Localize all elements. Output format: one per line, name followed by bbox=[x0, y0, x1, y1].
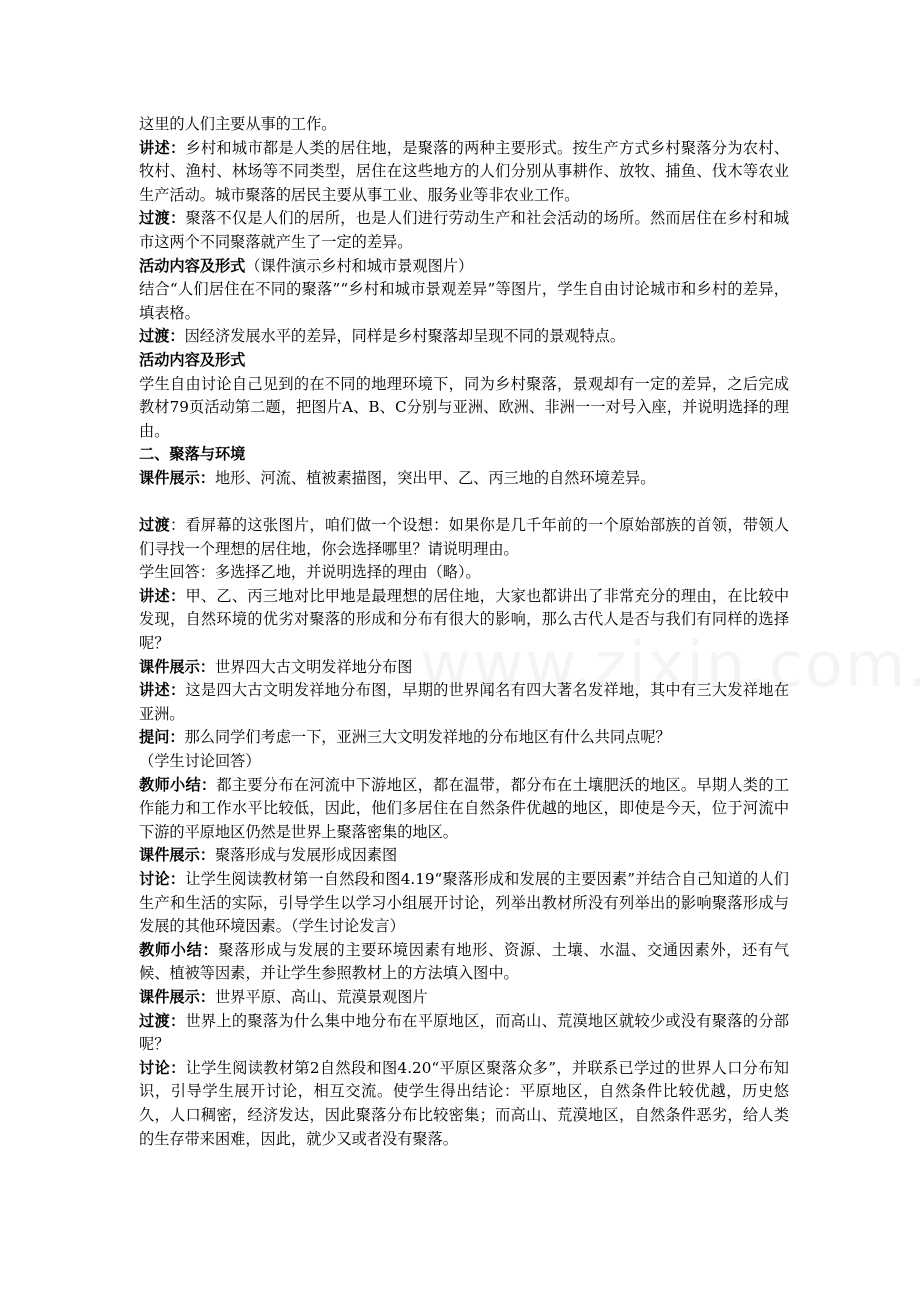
paragraph-9 bbox=[139, 467, 789, 491]
paragraph-20 bbox=[139, 868, 789, 939]
paragraph-11 bbox=[139, 514, 789, 561]
paragraph-text: 这是四大古文明发祥地分布图，早期的世界闻名有四大著名发祥地，其中有三大发祥地在亚洲。 bbox=[139, 681, 790, 723]
paragraph-label: 课件展示： bbox=[139, 987, 215, 1006]
paragraph-label: 活动内容及形式 bbox=[139, 350, 246, 369]
paragraph-0 bbox=[139, 113, 789, 137]
paragraph-label: 教师小结： bbox=[139, 940, 219, 959]
paragraph-text: 世界上的聚落为什么集中地分布在平原地区，而高山、荒漠地区就较少或没有聚落的分部呢？ bbox=[139, 1011, 790, 1054]
paragraph-label: 过渡： bbox=[139, 327, 185, 346]
paragraph-text: 让学生阅读教材第2自然段和图4.20“平原区聚落众多”，并联系已学过的世界人口分布知识，引导学生展开讨论，相互交流。使学生得出结论：平原地区，自然条件比较优越，历史悠久，人口稠密，经济发达，因此聚落分布比较密集；而高山、荒漠地区，自然条件恶劣，给人类的生存带来困难，因此，就少又或者没有聚落。 bbox=[139, 1058, 789, 1148]
paragraph-text: 结合“人们居住在不同的聚落”“乡村和城市景观差异”等图片，学生自由讨论城市和乡村的差异，填表格。 bbox=[139, 280, 789, 322]
paragraph-22 bbox=[139, 986, 789, 1010]
paragraph-label: 讲述： bbox=[139, 681, 186, 700]
paragraph-label: 讲述： bbox=[139, 586, 186, 605]
paragraph-15 bbox=[139, 679, 789, 726]
paragraph-21 bbox=[139, 939, 789, 986]
paragraph-label: 讨论： bbox=[139, 870, 186, 888]
paragraph-text: 甲、乙、丙三地对比甲地是最理想的居住地，大家也都讲出了非常充分的理由，在比较中发现，自然环境的优劣对聚落的形成和分布有很大的影响，那么古代人是否与我们有同样的选择呢？ bbox=[139, 586, 790, 653]
paragraph-text: 学生自由讨论自己见到的在不同的地理环境下，同为乡村聚落，景观却有一定的差异，之后完成教材79页活动第二题，把图片A、B、C分别与亚洲、欧洲、非洲一一对号入座，并说明选择的理由。 bbox=[139, 374, 789, 440]
paragraph-label: 提问： bbox=[139, 728, 185, 747]
paragraph-12 bbox=[139, 561, 789, 585]
paragraph-text: 因经济发展水平的差异，同样是乡村聚落却呈现不同的景观特点。 bbox=[184, 327, 625, 346]
paragraph-2 bbox=[139, 207, 789, 254]
paragraph-text: 这里的人们主要从事的工作。 bbox=[139, 115, 337, 133]
paragraph-label: 过渡： bbox=[139, 209, 186, 228]
paragraph-text: 让学生阅读教材第一自然段和图4.19“聚落形成和发展的主要因素”并结合自己知道的人们生产和生活的实际，引导学生以学习小组展开讨论，列举出教材所没有列举出的影响聚落形成与发展的其他环境因素。（学生讨论发言） bbox=[139, 870, 789, 936]
paragraph-text: 世界平原、高山、荒漠景观图片 bbox=[214, 987, 428, 1006]
paragraph-14 bbox=[139, 656, 789, 680]
paragraph-text: 世界四大古文明发祥地分布图 bbox=[214, 657, 413, 676]
paragraph-text: （学生讨论回答） bbox=[139, 752, 261, 771]
paragraph-label: 过渡 bbox=[139, 516, 170, 535]
paragraph-label: 过渡： bbox=[139, 1011, 186, 1030]
paragraph-text: 乡村和城市都是人类的居住地，是聚落的两种主要形式。按生产方式乡村聚落分为农村、牧村、渔村、林场等不同类型，居住在这些地方的人们分别从事耕作、放牧、捕鱼、伐木等农业生产活动。城市聚落的居民主要从事工业、服务业等非农业工作。 bbox=[139, 138, 790, 204]
paragraph-text: 学生回答：多选择乙地，并说明选择的理由（略）。 bbox=[139, 563, 481, 582]
paragraph-text: 聚落形成与发展的主要环境因素有地形、资源、土壤、水温、交通因素外，还有气候、植被等因素，并让学生参照教材上的方法填入图中。 bbox=[139, 940, 790, 983]
paragraph-text: 聚落不仅是人们的居所，也是人们进行劳动生产和社会活动的场所。然而居住在乡村和城市这两个不同聚落就产生了一定的差异。 bbox=[139, 209, 790, 251]
paragraph-24 bbox=[139, 1057, 789, 1151]
paragraph-text: 都主要分布在河流中下游地区，都在温带，都分布在土壤肥沃的地区。早期人类的工作能力和工作水平比较低，因此，他们多居住在自然条件优越的地区，即使是今天，位于河流中下游的平原地区仍然是世界上聚落密集的地区。 bbox=[139, 775, 790, 841]
document-body bbox=[139, 113, 789, 1151]
paragraph-label: 活动内容及形式 bbox=[139, 256, 246, 275]
paragraph-text: 聚落形成与发展形成因素图 bbox=[214, 846, 398, 865]
paragraph-3 bbox=[139, 255, 789, 279]
paragraph-label: 讲述： bbox=[139, 138, 186, 157]
paragraph-label: 课件展示： bbox=[139, 846, 215, 865]
paragraph-13 bbox=[139, 585, 789, 656]
paragraph-17 bbox=[139, 750, 789, 774]
paragraph-18 bbox=[139, 774, 789, 845]
paragraph-text: （课件演示乡村和城市景观图片） bbox=[245, 256, 474, 275]
paragraph-label: 二、聚落与环境 bbox=[139, 445, 246, 464]
section-heading bbox=[139, 443, 789, 467]
paragraph-4 bbox=[139, 278, 789, 325]
paragraph-text: 那么同学们考虑一下，亚洲三大文明发祥地的分布地区有什么共同点呢？ bbox=[184, 728, 671, 747]
paragraph-label: 课件展示： bbox=[139, 468, 215, 487]
paragraph-23 bbox=[139, 1010, 789, 1057]
paragraph-text: 地形、河流、植被素描图，突出甲、乙、丙三地的自然环境差异。 bbox=[214, 468, 656, 487]
paragraph-16 bbox=[139, 726, 789, 750]
paragraph-5 bbox=[139, 325, 789, 349]
paragraph-label: 教师小结： bbox=[139, 775, 217, 794]
paragraph-7 bbox=[139, 373, 789, 444]
paragraph-label: 讨论： bbox=[139, 1058, 186, 1077]
paragraph-19 bbox=[139, 844, 789, 868]
paragraph-label: 课件展示： bbox=[139, 657, 215, 676]
paragraph-text: ：看屏幕的这张图片，咱们做一个设想：如果你是几千年前的一个原始部族的首领，带领人们寻找一个理想的居住地，你会选择哪里？请说明理由。 bbox=[139, 516, 790, 558]
paragraph-6 bbox=[139, 349, 789, 373]
paragraph-1 bbox=[139, 137, 789, 208]
blank-line bbox=[139, 491, 789, 515]
